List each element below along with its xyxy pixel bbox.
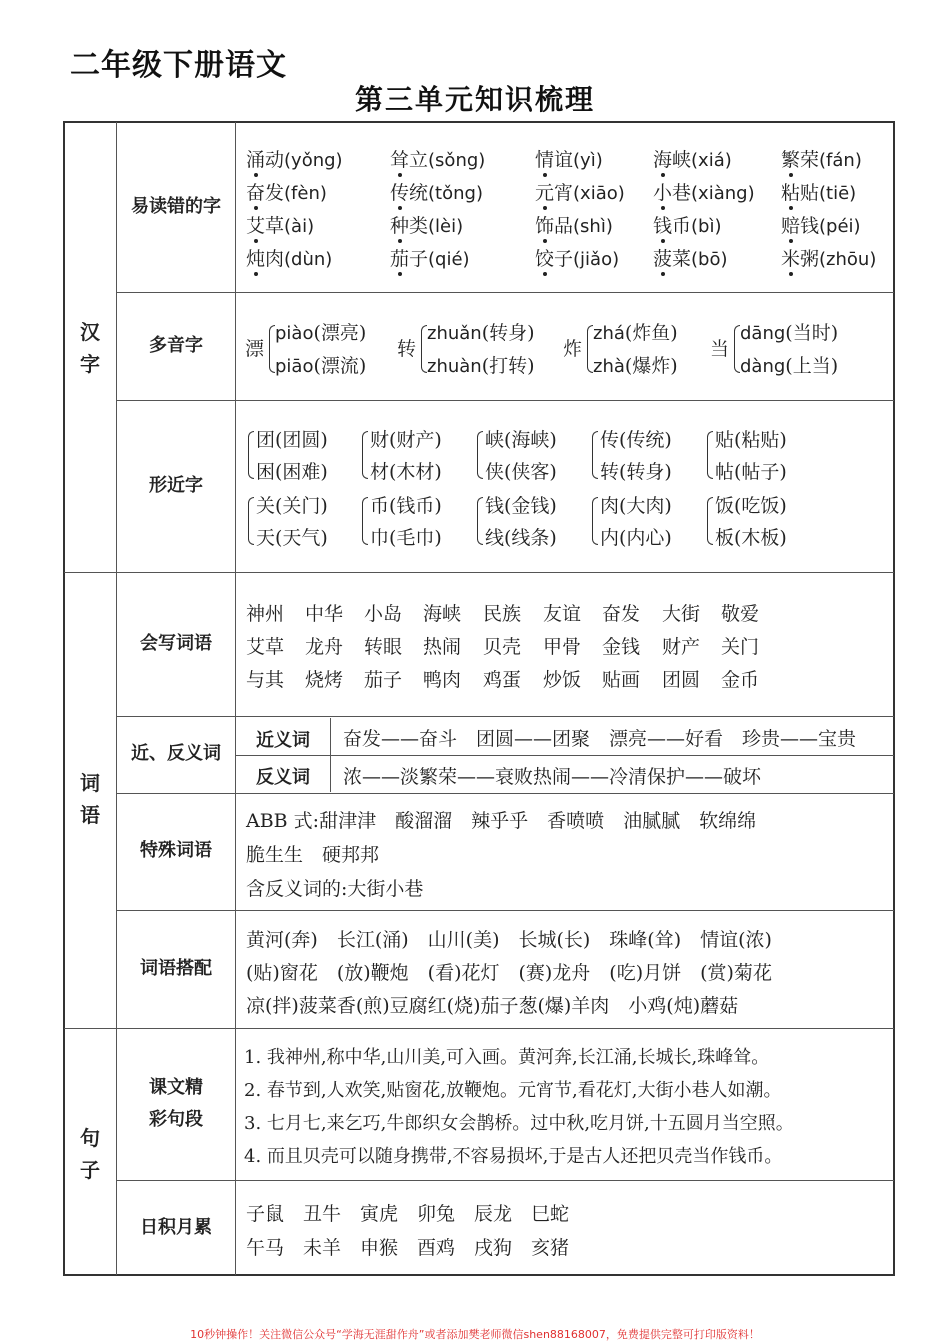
yidu-char: 茄 xyxy=(390,248,410,270)
huixie-word: 金钱 xyxy=(602,636,641,658)
yidu-pinyin: (bì) xyxy=(691,216,722,237)
yidu-item xyxy=(246,145,343,172)
duoyin-reading xyxy=(593,318,678,345)
duoyin-pinyin: zhá xyxy=(593,323,625,344)
yidu-pinyin: (tǒng) xyxy=(428,183,483,204)
yidu-item xyxy=(781,145,862,172)
huixie-word: 炒饭 xyxy=(543,669,582,691)
yidu-char: 饺 xyxy=(535,248,555,270)
yidu-char: 耸 xyxy=(390,149,410,171)
col-divider-2 xyxy=(235,122,236,1275)
xingjin-word: 峡(海峡) xyxy=(485,429,557,451)
xingjin-brace xyxy=(707,431,713,479)
duoyin-char: 转 xyxy=(397,338,417,360)
xingjin-word: 困(困难) xyxy=(256,461,328,483)
yidu-char: 涌 xyxy=(246,149,266,171)
yidu-item xyxy=(653,145,732,172)
grade-title: 二年级下册语文 xyxy=(70,48,287,83)
xingjin-word: 贴(粘贴) xyxy=(715,429,787,451)
row-line xyxy=(117,400,894,401)
yidu-pinyin: (fán) xyxy=(819,150,862,171)
yidu-pinyin: (xiá) xyxy=(691,150,732,171)
huixie-word: 鸭肉 xyxy=(423,669,462,691)
teshu-line: 含反义词的:大街小巷 xyxy=(246,878,424,900)
section-ciyu: 词语 xyxy=(80,771,100,827)
kewen-line: 2. 春节到,人欢笑,贴窗花,放鞭炮。元宵节,看花灯,大街小巷人如潮。 xyxy=(244,1080,782,1101)
riji-line: 子鼠 丑牛 寅虎 卯兔 辰龙 巳蛇 xyxy=(246,1203,570,1225)
yidu-pinyin: (dùn) xyxy=(284,249,333,270)
label-yidu: 易读错的字 xyxy=(131,196,221,217)
yidu-char: 动 xyxy=(265,149,285,171)
huixie-word: 神州 xyxy=(246,603,285,625)
yidu-char: 菠 xyxy=(653,248,673,270)
yidu-pinyin: (xiāo) xyxy=(573,183,625,204)
yidu-char: 草 xyxy=(265,215,285,237)
yidu-char: 米 xyxy=(781,248,801,270)
duoyin-word: (漂亮) xyxy=(313,322,367,344)
yidu-item xyxy=(653,244,728,271)
xingjin-brace xyxy=(477,431,483,479)
label-jinfan: 近、反义词 xyxy=(131,743,221,764)
yidu-char: 子 xyxy=(554,248,574,270)
yidu-pinyin: (ài) xyxy=(284,216,315,237)
fanyi-text: 浓——淡繁荣——衰败热闹——冷清保护——破坏 xyxy=(343,766,762,788)
row-line xyxy=(236,755,894,756)
xingjin-brace xyxy=(362,497,368,545)
xingjin-word: 天(天气) xyxy=(256,527,328,549)
yidu-char: 钱 xyxy=(653,215,673,237)
yidu-char: 繁 xyxy=(781,149,801,171)
duoyin-word: (漂流) xyxy=(313,355,367,377)
huixie-word: 艾草 xyxy=(246,636,285,658)
yidu-pinyin: (lèi) xyxy=(428,216,464,237)
xingjin-word: 饭(吃饭) xyxy=(715,495,787,517)
yidu-pinyin: (sǒng) xyxy=(428,150,486,171)
label-dapei: 词语搭配 xyxy=(140,958,212,979)
xingjin-brace xyxy=(248,497,254,545)
xingjin-brace xyxy=(592,497,598,545)
huixie-word: 海峡 xyxy=(423,603,462,625)
yidu-char: 巷 xyxy=(672,182,692,204)
duoyin-pinyin: zhuàn xyxy=(427,356,482,377)
yidu-item xyxy=(390,211,463,238)
yidu-char: 肉 xyxy=(265,248,285,270)
duoyin-reading xyxy=(740,318,838,345)
huixie-word: 热闹 xyxy=(423,636,462,658)
dapei-line: 凉(拌)菠菜香(煎)豆腐红(烧)茄子葱(爆)羊肉 小鸡(炖)蘑菇 xyxy=(246,995,739,1017)
huixie-word: 与其 xyxy=(246,669,285,691)
row-line xyxy=(117,292,894,293)
xingjin-word: 转(转身) xyxy=(600,461,672,483)
duoyin-word: (上当) xyxy=(785,355,839,377)
yidu-char: 立 xyxy=(409,149,429,171)
yidu-item xyxy=(781,178,856,205)
yidu-char: 炖 xyxy=(246,248,266,270)
duoyin-pinyin: piào xyxy=(275,323,314,344)
yidu-pinyin: (yì) xyxy=(573,150,603,171)
xingjin-word: 币(钱币) xyxy=(370,495,442,517)
row-line xyxy=(64,1028,894,1029)
yidu-item xyxy=(535,244,619,271)
label-fanyi: 反义词 xyxy=(256,767,310,788)
duoyin-word: (爆炸) xyxy=(624,355,678,377)
duoyin-pinyin: piāo xyxy=(275,356,314,377)
yidu-pinyin: (xiàng) xyxy=(691,183,755,204)
xingjin-brace xyxy=(477,497,483,545)
duoyin-char: 漂 xyxy=(245,338,265,360)
xingjin-word: 关(关门) xyxy=(256,495,328,517)
yidu-pinyin: (zhōu) xyxy=(819,249,877,270)
yidu-pinyin: (fèn) xyxy=(284,183,327,204)
yidu-char: 粥 xyxy=(800,248,820,270)
riji-line: 午马 未羊 申猴 酉鸡 戌狗 亥猪 xyxy=(246,1237,570,1259)
page-title: 第三单元知识梳理 xyxy=(354,83,595,116)
yidu-char: 子 xyxy=(409,248,429,270)
yidu-char: 荣 xyxy=(800,149,820,171)
huixie-word: 金币 xyxy=(721,669,760,691)
xingjin-brace xyxy=(248,431,254,479)
huixie-word: 烧烤 xyxy=(305,669,344,691)
yidu-char: 元 xyxy=(535,182,555,204)
yidu-item xyxy=(390,178,483,205)
yidu-char: 菜 xyxy=(672,248,692,270)
huixie-word: 鸡蛋 xyxy=(483,669,522,691)
xingjin-word: 钱(金钱) xyxy=(485,495,557,517)
xingjin-brace xyxy=(592,431,598,479)
row-line xyxy=(117,1180,894,1181)
xingjin-word: 材(木材) xyxy=(370,461,442,483)
yidu-item xyxy=(246,211,314,238)
yidu-pinyin: (péi) xyxy=(819,216,861,237)
yidu-pinyin: (tiē) xyxy=(819,183,857,204)
row-line xyxy=(117,910,894,911)
duoyin-reading xyxy=(275,351,366,378)
duoyin-reading xyxy=(427,318,535,345)
yidu-char: 统 xyxy=(409,182,429,204)
label-riji: 日积月累 xyxy=(140,1217,212,1238)
yidu-item xyxy=(535,211,613,238)
yidu-char: 情 xyxy=(535,149,555,171)
yidu-char: 品 xyxy=(554,215,574,237)
huixie-word: 甲骨 xyxy=(543,636,582,658)
xingjin-word: 团(团圆) xyxy=(256,429,328,451)
huixie-word: 转眼 xyxy=(364,636,403,658)
yidu-item xyxy=(653,211,722,238)
yidu-char: 赔 xyxy=(781,215,801,237)
yidu-char: 奋 xyxy=(246,182,266,204)
yidu-item xyxy=(535,145,603,172)
duoyin-char: 当 xyxy=(710,338,730,360)
kewen-line: 1. 我神州,称中华,山川美,可入画。黄河奔,长江涌,长城长,珠峰耸。 xyxy=(244,1047,770,1068)
row-line xyxy=(117,716,894,717)
yidu-item xyxy=(653,178,755,205)
label-teshu: 特殊词语 xyxy=(140,840,212,861)
huixie-word: 财产 xyxy=(662,636,701,658)
duoyin-pinyin: dàng xyxy=(740,356,786,377)
duoyin-char: 炸 xyxy=(563,338,583,360)
huixie-word: 敬爱 xyxy=(721,603,760,625)
jinyi-text: 奋发——奋斗 团圆——团聚 漂亮——好看 珍贵——宝贵 xyxy=(343,728,857,750)
xingjin-word: 巾(毛巾) xyxy=(370,527,442,549)
duoyin-word: (当时) xyxy=(785,322,839,344)
kewen-line: 4. 而且贝壳可以随身携带,不容易损坏,于是古人还把贝壳当作钱币。 xyxy=(244,1146,783,1167)
huixie-word: 团圆 xyxy=(662,669,701,691)
footer-note: 10秒钟操作！关注微信公众号“学海无涯甜作舟”或者添加樊老师微信shen88168007，免费提供完整可打印版资料！ xyxy=(190,1328,760,1341)
yidu-char: 传 xyxy=(390,182,410,204)
huixie-word: 关门 xyxy=(721,636,760,658)
duoyin-pinyin: dāng xyxy=(740,323,786,344)
huixie-word: 友谊 xyxy=(543,603,582,625)
huixie-word: 奋发 xyxy=(602,603,641,625)
huixie-word: 贝壳 xyxy=(483,636,522,658)
yidu-char: 种 xyxy=(390,215,410,237)
duoyin-pinyin: zhuǎn xyxy=(427,323,482,344)
xingjin-brace xyxy=(707,497,713,545)
yidu-char: 宵 xyxy=(554,182,574,204)
label-kewen: 课文精 彩句段 xyxy=(149,1077,203,1130)
xingjin-word: 肉(大肉) xyxy=(600,495,672,517)
label-jinyi: 近义词 xyxy=(256,730,310,751)
xingjin-word: 财(财产) xyxy=(370,429,442,451)
duoyin-reading xyxy=(593,351,678,378)
section-hanzi: 汉字 xyxy=(80,320,100,376)
row-line xyxy=(117,793,894,794)
yidu-pinyin: (jiǎo) xyxy=(573,249,620,270)
yidu-char: 粘 xyxy=(781,182,801,204)
xingjin-word: 内(内心) xyxy=(600,527,672,549)
yidu-char: 钱 xyxy=(800,215,820,237)
dapei-line: 黄河(奔) 长江(涌) 山川(美) 长城(长) 珠峰(耸) 情谊(浓) xyxy=(246,929,772,951)
huixie-word: 龙舟 xyxy=(305,636,344,658)
row-line xyxy=(64,572,894,573)
yidu-item xyxy=(246,244,332,271)
yidu-char: 海 xyxy=(653,149,673,171)
yidu-item xyxy=(535,178,625,205)
yidu-item xyxy=(390,145,485,172)
teshu-line: 脆生生 硬邦邦 xyxy=(246,844,380,866)
teshu-line: ABB 式:甜津津 酸溜溜 辣乎乎 香喷喷 油腻腻 软绵绵 xyxy=(246,810,757,832)
duoyin-word: (转身) xyxy=(481,322,535,344)
yidu-char: 峡 xyxy=(672,149,692,171)
yidu-char: 发 xyxy=(265,182,285,204)
label-xingjin: 形近字 xyxy=(149,475,203,496)
yidu-char: 谊 xyxy=(554,149,574,171)
huixie-word: 中华 xyxy=(305,603,344,625)
xingjin-word: 线(线条) xyxy=(485,527,557,549)
yidu-pinyin: (qié) xyxy=(428,249,470,270)
huixie-word: 民族 xyxy=(483,603,522,625)
xingjin-brace xyxy=(362,431,368,479)
huixie-word: 贴画 xyxy=(602,669,641,691)
label-duoyin: 多音字 xyxy=(149,335,203,356)
yidu-char: 贴 xyxy=(800,182,820,204)
yidu-pinyin: (yǒng) xyxy=(284,150,343,171)
label-huixie: 会写词语 xyxy=(140,633,212,654)
xingjin-word: 帖(帖子) xyxy=(715,461,787,483)
huixie-word: 小岛 xyxy=(364,603,403,625)
duoyin-reading xyxy=(740,351,838,378)
yidu-pinyin: (shì) xyxy=(573,216,613,237)
yidu-char: 饰 xyxy=(535,215,555,237)
yidu-char: 小 xyxy=(653,182,673,204)
dapei-line: (贴)窗花 (放)鞭炮 (看)花灯 (赛)龙舟 (吃)月饼 (赏)菊花 xyxy=(246,962,772,984)
yidu-char: 艾 xyxy=(246,215,266,237)
yidu-char: 币 xyxy=(672,215,692,237)
section-juzi: 句子 xyxy=(80,1126,100,1182)
xingjin-word: 传(传统) xyxy=(600,429,672,451)
yidu-pinyin: (bō) xyxy=(691,249,728,270)
duoyin-word: (炸鱼) xyxy=(624,322,678,344)
duoyin-reading xyxy=(427,351,535,378)
xingjin-word: 侠(侠客) xyxy=(485,461,557,483)
duoyin-word: (打转) xyxy=(481,355,535,377)
kewen-line: 3. 七月七,来乞巧,牛郎织女会鹊桥。过中秋,吃月饼,十五圆月当空照。 xyxy=(244,1113,794,1134)
yidu-char: 类 xyxy=(409,215,429,237)
yidu-item xyxy=(390,244,470,271)
yidu-item xyxy=(781,211,861,238)
huixie-word: 大街 xyxy=(662,603,701,625)
huixie-word: 茄子 xyxy=(364,669,403,691)
duoyin-reading xyxy=(275,318,366,345)
duoyin-pinyin: zhà xyxy=(593,356,625,377)
xingjin-word: 板(木板) xyxy=(715,527,787,549)
yidu-item xyxy=(781,244,876,271)
yidu-item xyxy=(246,178,327,205)
